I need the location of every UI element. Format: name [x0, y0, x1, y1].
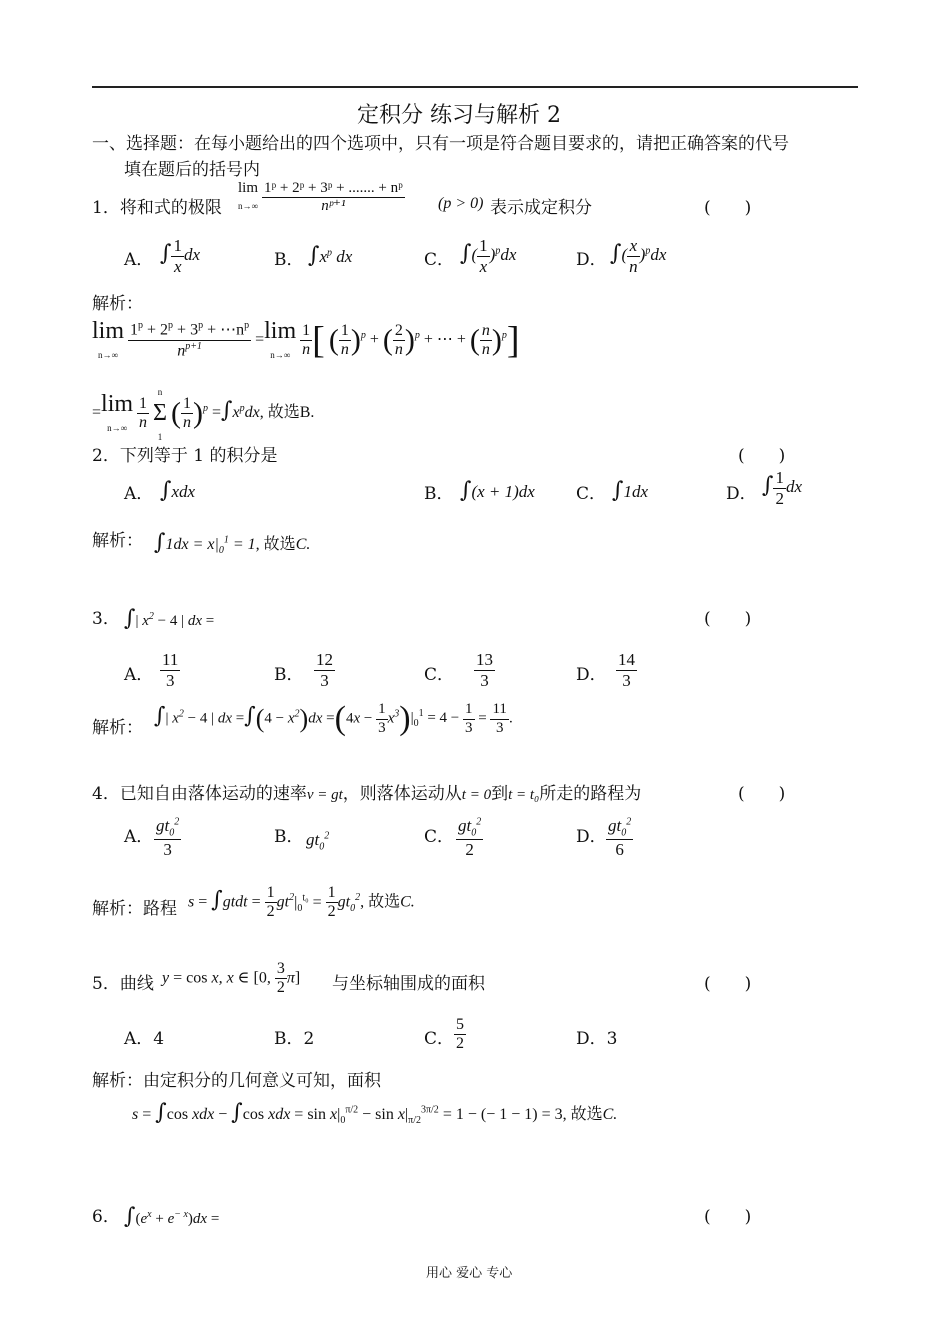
q1-denominator: nᵖ⁺¹ — [321, 198, 346, 215]
q2-analysis-label: 解析： — [92, 531, 143, 551]
q1-option-c: ∫( $\frac{1}{x}$ )$^p$dx — [460, 236, 517, 276]
q3-solution: ∫| $x^2 - 4$ | dx $=\int(4 - x^2)dx =(4x$ − $\frac{1}{3}$ $x^3)|_0^1 = 4$ − $\frac{1}{3}$ = $\frac{11}{3}$ . — [154, 700, 513, 737]
q5-analysis-text: 解析：由定积分的几何意义可知，面积 — [92, 1071, 381, 1091]
q3-option-b-den: 3 — [320, 670, 329, 690]
q4-mid: ，则落体运动从 — [342, 784, 462, 804]
q6-answer-paren: ( ) — [704, 1207, 752, 1227]
q3-option-a-label: A． — [124, 665, 154, 685]
intro-line-2: 填在题后的括号内 — [124, 160, 260, 180]
q5-option-c-label: C． — [424, 1029, 455, 1049]
q2-option-a-label: A． — [124, 484, 154, 504]
q1-number: 1．将和式的极限 — [92, 198, 222, 218]
q4-velocity: v = gt — [306, 787, 343, 803]
q1-lim: lim — [238, 180, 259, 196]
page-title: 定积分 练习与解析 2 — [357, 103, 561, 128]
q4-option-d: $\frac{gt_0^2}{6}$ — [608, 816, 632, 859]
q1-answer-paren: ( ) — [704, 198, 752, 218]
q5-stem — [92, 969, 154, 994]
q1-option-c-label: C． — [424, 250, 455, 270]
q3-analysis-label: 解析： — [92, 718, 143, 738]
q2-option-b: ∫(x + 1)dx — [460, 478, 535, 503]
q5-option-c — [454, 1016, 466, 1054]
q3-option-b-num: 12 — [316, 650, 333, 669]
q1-option-d-label: D． — [576, 250, 607, 270]
q1-stem — [92, 193, 222, 218]
q4-option-b: $gt_0^2$ — [306, 830, 330, 853]
q3-option-d — [616, 650, 637, 690]
q4-option-a-label: A． — [124, 827, 154, 847]
q1-condition: (p > 0) — [438, 195, 484, 212]
q1-option-a-label: A． — [124, 250, 154, 270]
q3-expression: ∫| $x^2 - 4$ | dx = — [124, 606, 215, 631]
q5-option-b: B．2 — [274, 1029, 315, 1049]
q2-option-a: ∫xdx — [160, 478, 196, 503]
q3-option-b — [314, 650, 335, 690]
q1-tail: 表示成定积分 — [490, 198, 592, 218]
q4-to: 到 — [491, 784, 509, 804]
q3-number: 3． — [92, 609, 120, 629]
q2-option-c-label: C． — [576, 484, 607, 504]
q3-option-c-label: C． — [424, 665, 455, 685]
q4-option-c-label: C． — [424, 827, 455, 847]
q4-t-end: t = t₀ — [508, 787, 540, 803]
q4-option-a: $\frac{gt_0^2}{3}$ — [156, 816, 180, 859]
q3-option-d-num: 14 — [618, 650, 635, 669]
q5-option-c-den: 2 — [456, 1035, 464, 1053]
q2-answer-paren: ( ) — [738, 446, 786, 466]
q2-option-d-label: D． — [726, 484, 757, 504]
q3-option-d-den: 3 — [622, 670, 631, 690]
q4-solution: s = ∫gtdt = $\frac{1}{2}$ $gt^2|_0^{t_0}$ = $\frac{1}{2}$ $gt_0^2$, 故选C. — [188, 884, 415, 921]
q2-option-c: ∫1dx — [612, 478, 649, 503]
q1-lim-sub: n→∞ — [238, 201, 258, 211]
q4-number: 4．已知自由落体运动的速率 — [92, 784, 307, 804]
q5-number: 5．曲线 — [92, 974, 154, 994]
header-rule — [92, 86, 858, 88]
q1-numerator: 1ᵖ + 2ᵖ + 3ᵖ + ....... + nᵖ — [262, 180, 405, 198]
q4-stem — [92, 779, 641, 804]
q5-expression: y = cos x, x ∈ [0, $\frac{3}{2}$ π] — [162, 960, 301, 997]
q4-option-d-label: D． — [576, 827, 607, 847]
q3-answer-paren: ( ) — [704, 609, 752, 629]
q3-option-a-den: 3 — [165, 670, 175, 690]
q1-solution-tail: , 故选B. — [259, 404, 315, 422]
q3-option-d-label: D． — [576, 665, 607, 685]
q5-answer-paren: ( ) — [704, 974, 752, 994]
q2-option-d: ∫ $\frac{1}{2}$ dx — [762, 468, 803, 508]
q6-expression: $\int(e^x + e^{- x})dx$ = — [124, 1204, 220, 1229]
q5-option-d: D．3 — [576, 1029, 618, 1049]
q4-tail: 所走的路程为 — [539, 784, 642, 804]
q1-option-d: ∫( $\frac{x}{n}$ )$^p$dx — [610, 236, 667, 276]
page-footer: 用心 爱心 专心 — [426, 1266, 513, 1281]
q1-limit — [238, 180, 258, 214]
q3-option-a — [160, 650, 180, 690]
q3-option-c-den: 3 — [480, 670, 489, 690]
q4-option-c: $\frac{gt_0^2}{2}$ — [458, 816, 482, 859]
q4-answer-paren: ( ) — [738, 784, 786, 804]
q5-solution: s = ∫cos xdx − ∫cos xdx = $\sin x|_0^{\pi/2} - \sin x|_{\pi/2}^{3\pi/2} = 1$ − (− 1 − 1) = 3, 故选C. — [132, 1100, 618, 1127]
intro-line-1: 一、选择题：在每小题给出的四个选项中，只有一项是符合题目要求的，请把正确答案的代号 — [92, 134, 789, 154]
q6-number: 6． — [92, 1207, 120, 1227]
q3-option-c — [474, 650, 495, 690]
q1-analysis-label: 解析： — [92, 294, 143, 314]
q1-solution-line-2: =lim n→∞ $\frac{1}{n}$ n Σ 1 ( $\frac{1}{n}$ )$^p =\int x^pdx$, 故选B. — [92, 387, 315, 442]
q3-option-b-label: B． — [274, 665, 304, 685]
q5-option-c-num: 5 — [454, 1016, 466, 1035]
q1-option-a: ∫ $\frac{1}{x}$ dx — [160, 236, 201, 276]
q4-option-b-label: B． — [274, 827, 304, 847]
q2-option-b-label: B． — [424, 484, 454, 504]
q4-t-start: t = 0 — [461, 787, 492, 803]
q5-tail: 与坐标轴围成的面积 — [332, 974, 485, 994]
q1-fraction — [262, 180, 405, 216]
q5-option-a: A．4 — [124, 1029, 165, 1049]
q3-option-c-num: 13 — [476, 650, 493, 669]
q2-stem: 2．下列等于 1 的积分是 — [92, 446, 278, 466]
q1-option-b-label: B． — [274, 250, 304, 270]
q2-solution: $\int 1dx = x|_0^1 = 1$, 故选C. — [154, 530, 311, 557]
q4-analysis-label: 解析：路程 — [92, 899, 177, 919]
q1-option-b: $\int x^p$ dx — [308, 243, 353, 268]
q1-solution-line-1: lim n→∞ $\frac{1^p + 2^p + 3^p + \cdots n^p}{n^{p+1}}$ =lim n→∞ $\frac{1}{n}$ [ ( $\frac{1}{n}$ )$^p$ + ( $\frac{2}{n}$ )$^p$ + ⋯ + ( $\frac{n}{n}$ )$^p$] — [92, 318, 520, 362]
q3-option-a-num: 11 — [162, 650, 179, 669]
